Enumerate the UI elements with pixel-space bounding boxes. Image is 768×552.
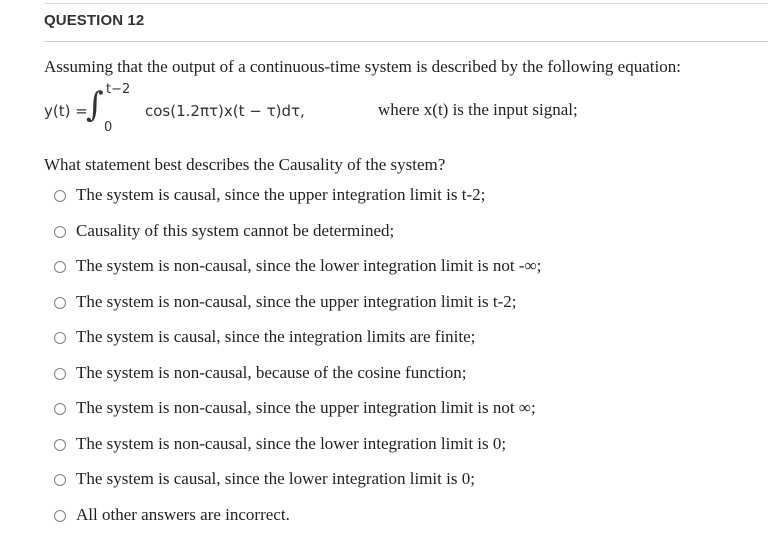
option-label: The system is non-causal, because of the cosine function;: [76, 362, 467, 382]
radio-button[interactable]: [54, 297, 66, 309]
answer-option[interactable]: [54, 435, 541, 471]
question-prompt: Assuming that the output of a continuous-time system is described by the following equation:: [44, 57, 681, 76]
radio-button[interactable]: [54, 474, 66, 486]
option-label: All other answers are incorrect.: [76, 504, 290, 524]
option-label: Causality of this system cannot be determined;: [76, 220, 395, 240]
equation-integrand: cos(1.2πτ)x(t − τ)dτ,: [145, 102, 305, 120]
radio-button[interactable]: [54, 510, 66, 522]
option-label: The system is causal, since the integration limits are finite;: [76, 327, 476, 346]
radio-button[interactable]: [54, 332, 66, 344]
answer-option[interactable]: [54, 222, 541, 258]
header-divider: [44, 41, 768, 42]
option-label: The system is causal, since the upper integration limit is t-2;: [76, 185, 486, 204]
answer-options: [54, 186, 541, 541]
answer-option[interactable]: [54, 364, 541, 400]
integral-sign: ∫: [86, 85, 104, 125]
answer-option[interactable]: [54, 470, 541, 506]
integral-lower-limit: 0: [104, 120, 113, 135]
equation-lhs: y(t) =: [44, 102, 88, 120]
answer-option[interactable]: [54, 293, 541, 329]
option-label: The system is non-causal, since the upper integration limit is t-2;: [76, 291, 517, 311]
answer-option[interactable]: [54, 328, 541, 364]
answer-option[interactable]: [54, 257, 541, 293]
radio-button[interactable]: [54, 261, 66, 273]
top-divider: [44, 3, 768, 4]
answer-option[interactable]: [54, 399, 541, 435]
radio-button[interactable]: [54, 226, 66, 238]
radio-button[interactable]: [54, 190, 66, 202]
option-label: The system is non-causal, since the lower integration limit is not -∞;: [76, 256, 542, 275]
system-equation: [44, 82, 744, 138]
option-label: The system is non-causal, since the upper integration limit is not ∞;: [76, 398, 536, 417]
question-header: QUESTION 12: [44, 12, 145, 29]
radio-button[interactable]: [54, 403, 66, 415]
radio-button[interactable]: [54, 368, 66, 380]
equation-tail: where x(t) is the input signal;: [378, 100, 578, 119]
answer-option[interactable]: [54, 506, 541, 542]
radio-button[interactable]: [54, 439, 66, 451]
option-label: The system is causal, since the lower integration limit is 0;: [76, 469, 475, 488]
option-label: The system is non-causal, since the lower integration limit is 0;: [76, 433, 507, 453]
answer-option[interactable]: [54, 186, 541, 222]
integral-upper-limit: t−2: [106, 82, 131, 97]
causality-question: What statement best describes the Causality of the system?: [44, 155, 446, 174]
